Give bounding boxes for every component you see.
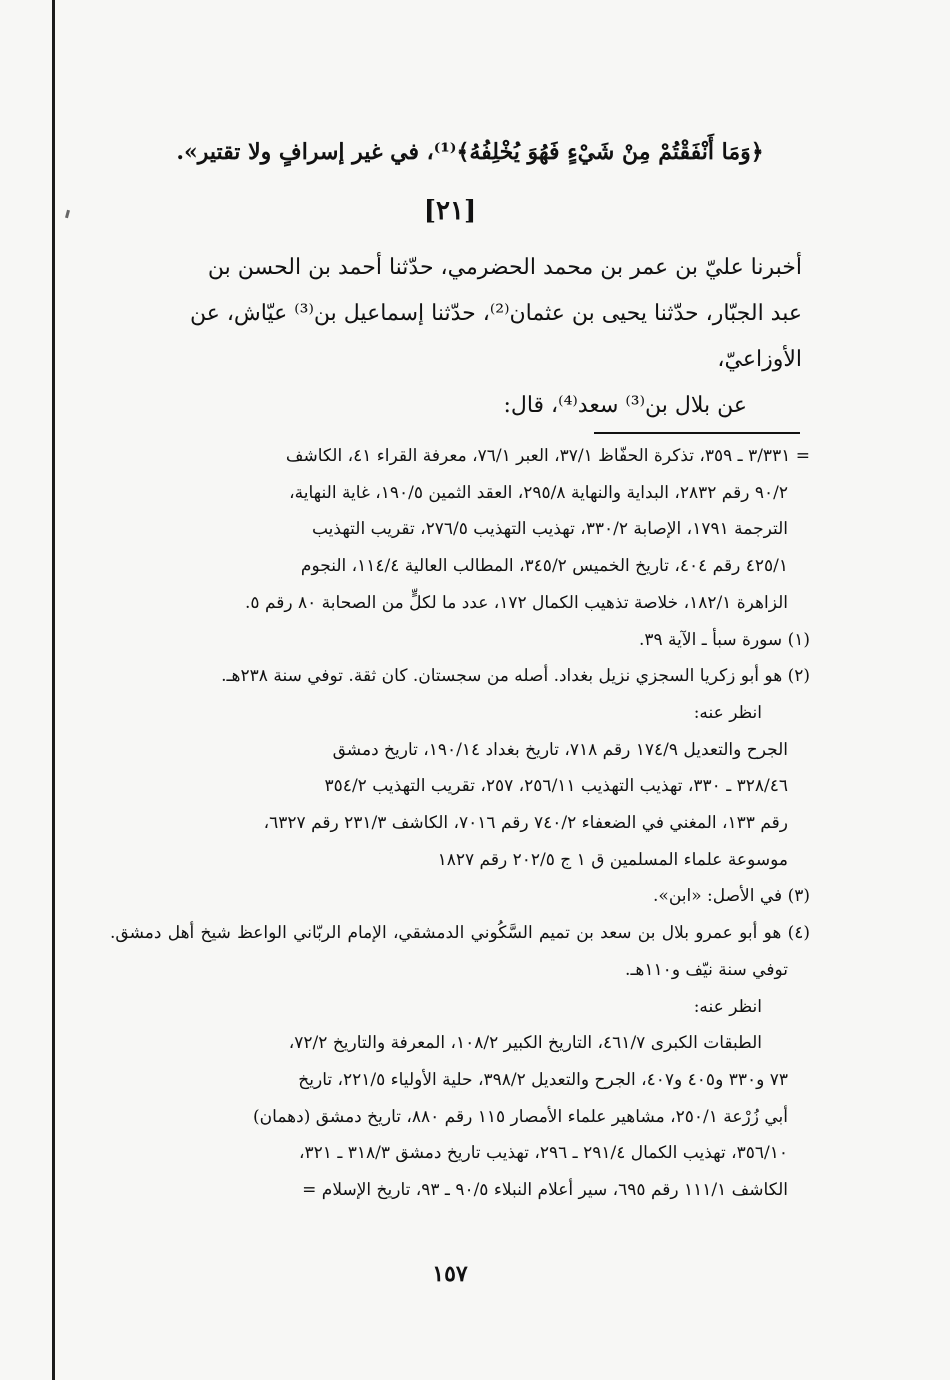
footnote-line: الزاهرة ١٨٢/١، خلاصة تذهيب الكمال ١٧٢، عدد ما لكلٍّ من الصحابة ٨٠ رقم ٥. xyxy=(245,592,788,613)
footnote-2: (٢) هو أبو زكريا السجزي نزيل بغداد. أصله من سجستان. كان ثقة. توفي سنة ٢٣٨هـ. xyxy=(221,666,810,687)
footnotes xyxy=(110,438,810,1209)
footnote-label: انظر عنه: xyxy=(693,996,762,1017)
isnad-line: عبد الجبّار، حدّثنا يحيى بن عثمان⁽²⁾، حدّثنا إسماعيل بن⁽³⁾ عيّاش، عن xyxy=(189,301,802,326)
footnote-line: موسوعة علماء المسلمين ق ١ ج ٢٠٢/٥ رقم ١٨٢٧ xyxy=(437,849,788,870)
isnad-line: عن بلال بن⁽³⁾ سعد⁽⁴⁾، قال: xyxy=(503,393,747,418)
footnote-line: أبي زُرْعة ٢٥٠/١، مشاهير علماء الأمصار ١١٥ رقم ٨٨٠، تاريخ دمشق (دهمان) xyxy=(253,1106,788,1127)
footnote-1: (١) سورة سبأ ـ الآية ٣٩. xyxy=(638,629,810,650)
footnote-separator xyxy=(594,432,800,434)
footnote-line: = ٣/٣٣١ ـ ٣٥٩، تذكرة الحفّاظ ٣٧/١، العبر ٧٦/١، معرفة القراء ٤١، الكاشف xyxy=(285,446,810,466)
isnad-line: أخبرنا عليّ بن عمر بن محمد الحضرمي، حدّثنا أحمد بن الحسن بن xyxy=(207,255,802,280)
footnote-line: ٣٢٨/٤٦ ـ ٣٣٠، تهذيب التهذيب ٢٥٦/١١، ٢٥٧، تقريب التهذيب ٣٥٤/٢ xyxy=(324,776,788,797)
footnote-line: الطبقات الكبرى ٤٦١/٧، التاريخ الكبير ١٠٨/٢، المعرفة والتاريخ ٧٢/٢، xyxy=(288,1033,762,1054)
footnote-4: (٤) هو أبو عمرو بلال بن سعد بن تميم السَّكُوني الدمشقي، الإمام الربّاني الواعظ شيخ أهل دمشق. توفي سنة نيّف و١١٠هـ. xyxy=(110,923,810,980)
footnote-line: الجرح والتعديل ١٧٤/٩ رقم ٧١٨، تاريخ بغداد ١٩٠/١٤، تاريخ دمشق xyxy=(332,739,788,760)
isnad-line: الأوزاعيّ، xyxy=(717,347,802,372)
footnote-3: (٣) في الأصل: «ابن». xyxy=(653,886,810,907)
page-number: ١٥٧ xyxy=(432,1261,468,1287)
footnote-label: انظر عنه: xyxy=(693,702,762,723)
footnote-line: ٣٥٦/١٠، تهذيب الكمال ٢٩١/٤ ـ ٢٩٦، تهذيب تاريخ دمشق ٣١٨/٣ ـ ٣٢١، xyxy=(299,1143,788,1164)
footnote-line: ٤٢٥/١ رقم ٤٠٤، تاريخ الخميس ٣٤٥/٢، المطالب العالية ١١٤/٤، النجوم xyxy=(300,556,788,577)
hadith-text xyxy=(112,245,802,429)
footnote-line: ٧٣ و٣٣٠ و٤٠٥ و٤٠٧، الجرح والتعديل ٣٩٨/٢، حلية الأولياء ٢٢١/٥، تاريخ xyxy=(298,1069,788,1090)
quran-verse-line: ﴿وَمَا أَنْفَقْتُمْ مِنْ شَيْءٍ فَهُوَ يُخْلِفُهُ﴾⁽¹⁾، في غير إسرافٍ ولا تقتير». xyxy=(176,139,764,165)
footnote-line: الكاشف ١١١/١ رقم ٦٩٥، سير أعلام النبلاء ٩٠/٥ ـ ٩٣، تاريخ الإسلام = xyxy=(302,1180,788,1201)
footnote-line: الترجمة ١٧٩١، الإصابة ٣٣٠/٢، تهذيب التهذيب ٢٧٦/٥، تقريب التهذيب xyxy=(311,519,788,540)
footnote-line: رقم ١٣٣، المغني في الضعفاء ٧٤٠/٢ رقم ٧٠١٦، الكاشف ٢٣١/٣ رقم ٦٣٢٧، xyxy=(263,813,788,834)
hadith-number: [٢١] xyxy=(423,196,477,226)
footnote-line: ٩٠/٢ رقم ٢٨٣٢، البداية والنهاية ٢٩٥/٨، العقد الثمين ١٩٠/٥، غاية النهاية، xyxy=(289,482,788,503)
